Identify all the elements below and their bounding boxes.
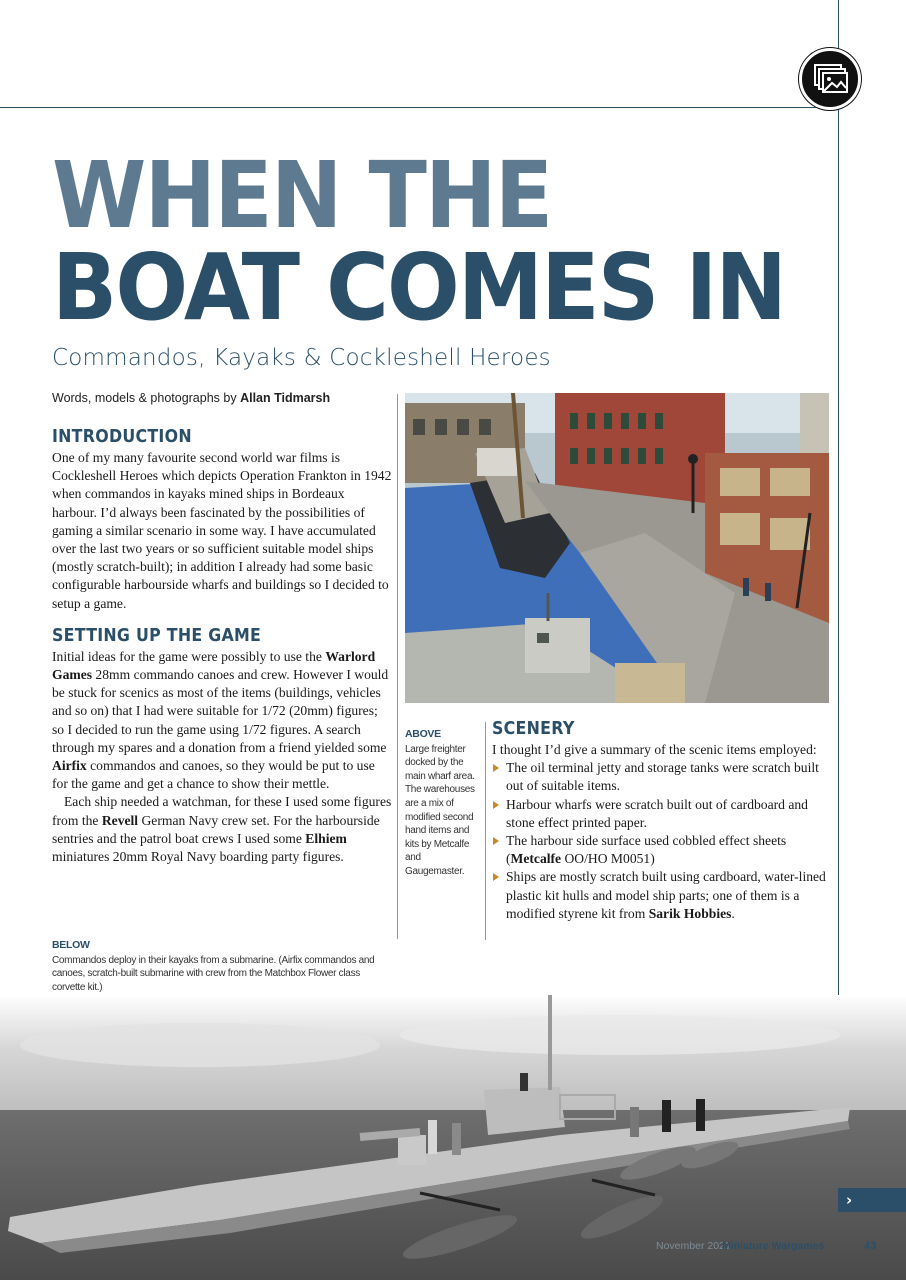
caption-above (405, 728, 481, 879)
byline-prefix: Words, models & photographs by (52, 391, 241, 405)
caption-below-label: BELOW (52, 939, 90, 951)
gallery-badge[interactable] (799, 48, 861, 110)
left-column (52, 426, 392, 866)
title-line-2: BOAT COMES IN (52, 234, 786, 341)
brand-sarik-hobbies: Sarik Hobbies (648, 905, 732, 921)
top-rule (0, 107, 838, 108)
column-divider (397, 394, 398, 939)
caption-above-text: Large freighter docked by the main wharf area. The warehouses are a mix of modified second hand items and kits by Metcalfe and Gaugemaster. (405, 743, 475, 877)
byline-author: Allan Tidmarsh (240, 391, 331, 405)
scenery-list (492, 759, 828, 923)
brand-elhiem: Elhiem (305, 830, 347, 846)
list-item: Harbour wharfs were scratch built out of cardboard and stone effect printed paper. (492, 796, 828, 832)
setting-up-paragraph-2: Each ship needed a watchman, for these I used some figures from the Revell German Navy crew set. For the harbourside sentries and the patrol boat crews I used some Elhiem miniatures 20mm Royal Navy boarding party figures. (52, 794, 392, 865)
caption-divider (485, 722, 486, 940)
caption-below-text: Commandos deploy in their kayaks from a submarine. (Airfix commandos and canoes, scratch-built submarine with crew from the Matchbox Flower class corvette kit.) (52, 954, 375, 993)
caption-above-label: ABOVE (405, 728, 441, 740)
scenery-intro: I thought I’d give a summary of the scenic items employed: (492, 742, 817, 757)
heading-scenery: SCENERY (492, 718, 575, 739)
list-item: The oil terminal jetty and storage tanks were scratch built out of suitable items. (492, 759, 828, 795)
footer-date: November 2021 (656, 1240, 731, 1252)
introduction-text: One of my many favourite second world war films is Cockleshell Heroes which depicts Operation Frankton in 1942 when commandos in kayaks mined ships in Bordeaux harbour. I’d always been fascinated by the possibilities of gaming a similar scenario in some way. I have accumulated over the last two years or so sufficient suitable model ships (mostly scratch-built); in addition I already had some basic configurable harbourside wharfs and buildings so I decided to setup a game. (52, 450, 392, 611)
heading-introduction: INTRODUCTION (52, 426, 192, 447)
brand-warlord-games: Warlord Games (52, 648, 376, 683)
byline (52, 391, 330, 405)
page-number: 43 (864, 1240, 877, 1252)
photo-harbour-wharf (405, 393, 829, 703)
brand-metcalfe: Metcalfe (510, 851, 562, 867)
heading-setting-up: SETTING UP THE GAME (52, 624, 262, 646)
subtitle: Commandos, Kayaks & Cockleshell Heroes (52, 345, 551, 371)
next-page-button[interactable]: › (838, 1188, 906, 1212)
brand-airfix: Airfix (52, 758, 87, 774)
setting-up-paragraph-1: Initial ideas for the game were possibly to use the Warlord Games 28mm commando canoes and crew. However I would be stuck for scenics as most of the items (buildings, vehicles and so on) that I had were suitable for 1/72 (20mm) figures; so I decided to run the game using 1/72 figures. A search through my spares and a donation from a friend yielded some Airfix commandos and canoes, so they would be put to use for the game and get a chance to show their mettle. (52, 648, 389, 792)
photo-submarine (0, 995, 906, 1280)
caption-below (52, 939, 392, 994)
list-item: The harbour side surface used cobbled effect sheets (Metcalfe OO/HO M0051) (492, 832, 828, 868)
gallery-icon (813, 63, 849, 95)
footer-magazine: Miniature Wargames (722, 1240, 825, 1252)
title-line-1: WHEN THE (52, 142, 552, 249)
list-item: Ships are mostly scratch built using cardboard, water-lined plastic kit hulls and model ship parts; one of them is a modified styrene kit from Sarik Hobbies. (492, 868, 828, 923)
brand-revell: Revell (101, 812, 139, 828)
right-column (492, 718, 828, 923)
